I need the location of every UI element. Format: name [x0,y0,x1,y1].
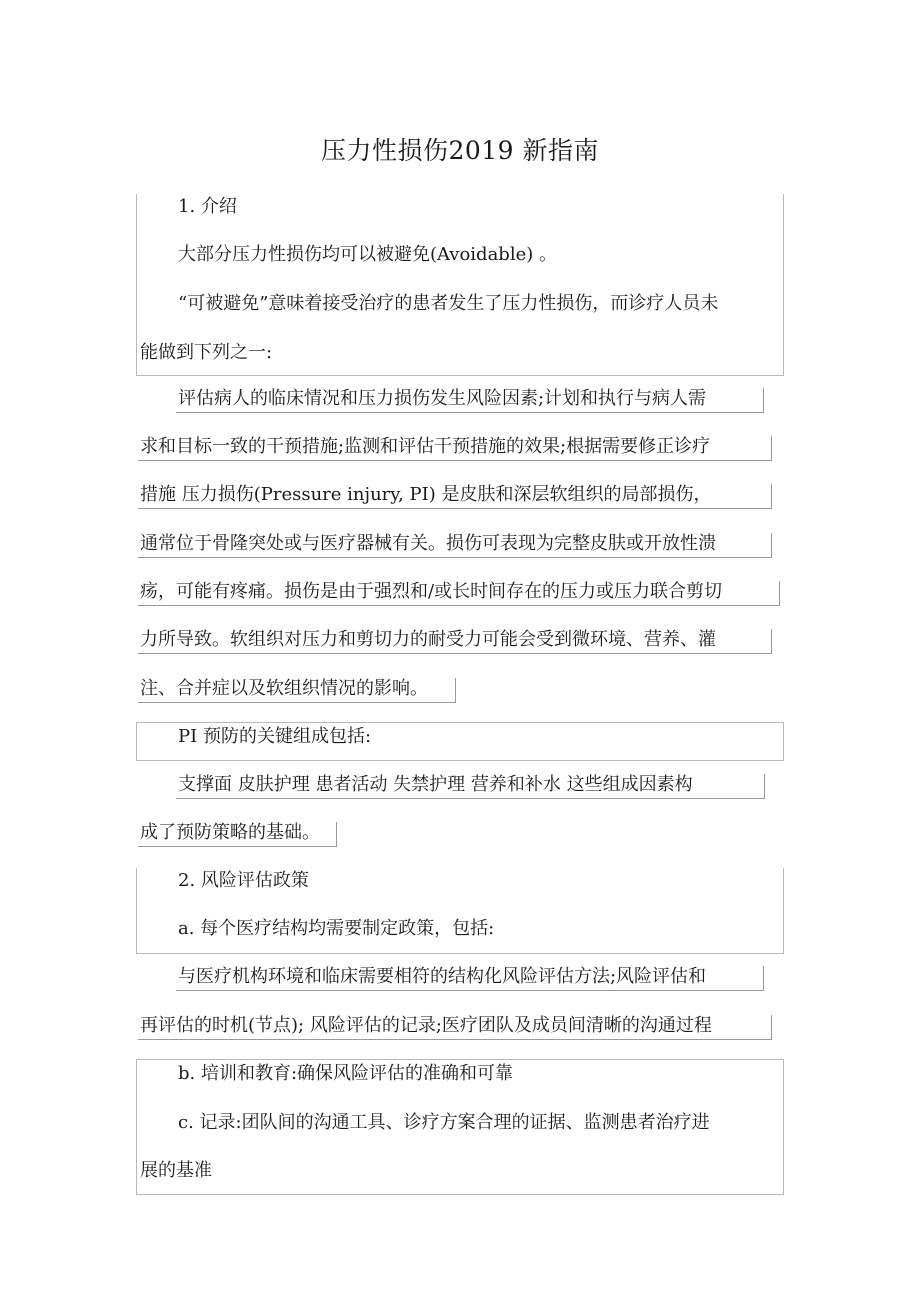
list-line-3: 措施 压力损伤(Pressure injury, PI) 是皮肤和深层软组织的局部损伤， [140,484,712,505]
pi-components-line-1: 支撑面 皮肤护理 患者活动 失禁护理 营养和补水 这些组成因素构 [178,774,693,795]
underline-tick [764,774,765,799]
risk-policy-item-c-line-2: 展的基准 [140,1160,212,1181]
pi-components-line-2: 成了预防策略的基础。 [140,822,320,843]
underline [138,557,771,558]
risk-policy-item-a: a. 每个医疗结构均需要制定政策，包括: [178,918,495,939]
underline [138,460,771,461]
underline-tick [455,678,456,703]
risk-list-line-1: 与医疗机构环境和临床需要相符的结构化风险评估方法;风险评估和 [178,966,707,987]
risk-policy-item-b: b. 培训和教育:确保风险评估的准确和可靠 [178,1063,514,1084]
pi-heading: PI 预防的关键组成包括: [178,726,372,747]
underline-tick [771,436,772,461]
list-line-2: 求和目标一致的干预措施;监测和评估干预措施的效果;根据需要修正诊疗 [140,436,711,457]
intro-paragraph-1: 大部分压力性损伤均可以被避免(Avoidable) 。 [178,244,557,265]
underline [176,798,764,799]
underline [176,990,763,991]
list-line-7: 注、合并症以及软组织情况的影响。 [140,678,428,699]
intro-paragraph-2-line-2: 能做到下列之一: [140,342,273,363]
underline-tick [771,484,772,509]
risk-list-line-2: 再评估的时机(节点); 风险评估的记录;医疗团队及成员间清晰的沟通过程 [140,1015,712,1036]
underline-tick [779,581,780,606]
document-title: 压力性损伤2019 新指南 [320,136,600,165]
list-line-6: 力所导致。软组织对压力和剪切力的耐受力可能会受到微环境、营养、灌 [140,629,716,650]
intro-paragraph-2-line-1: “可被避免”意味着接受治疗的患者发生了压力性损伤，而诊疗人员未 [178,293,719,314]
list-line-1: 评估病人的临床情况和压力损伤发生风险因素;计划和执行与病人需 [178,388,707,409]
underline-tick [763,388,764,413]
underline [138,605,779,606]
underline-tick [771,629,772,654]
risk-policy-heading: 2. 风险评估政策 [178,870,309,891]
underline [176,412,763,413]
list-line-5: 疡，可能有疼痛。损伤是由于强烈和/或长时间存在的压力或压力联合剪切 [140,581,723,602]
risk-policy-item-c-line-1: c. 记录:团队间的沟通工具、诊疗方案合理的证据、监测患者治疗进 [178,1112,710,1133]
underline [138,846,336,847]
underline-tick [336,822,337,847]
list-line-4: 通常位于骨隆突处或与医疗器械有关。损伤可表现为完整皮肤或开放性溃 [140,533,716,554]
intro-heading: 1. 介绍 [178,196,237,217]
underline [138,508,771,509]
underline [138,1039,771,1040]
underline-tick [763,966,764,991]
underline-tick [771,1015,772,1040]
underline-tick [771,533,772,558]
underline [138,653,771,654]
underline [138,702,455,703]
